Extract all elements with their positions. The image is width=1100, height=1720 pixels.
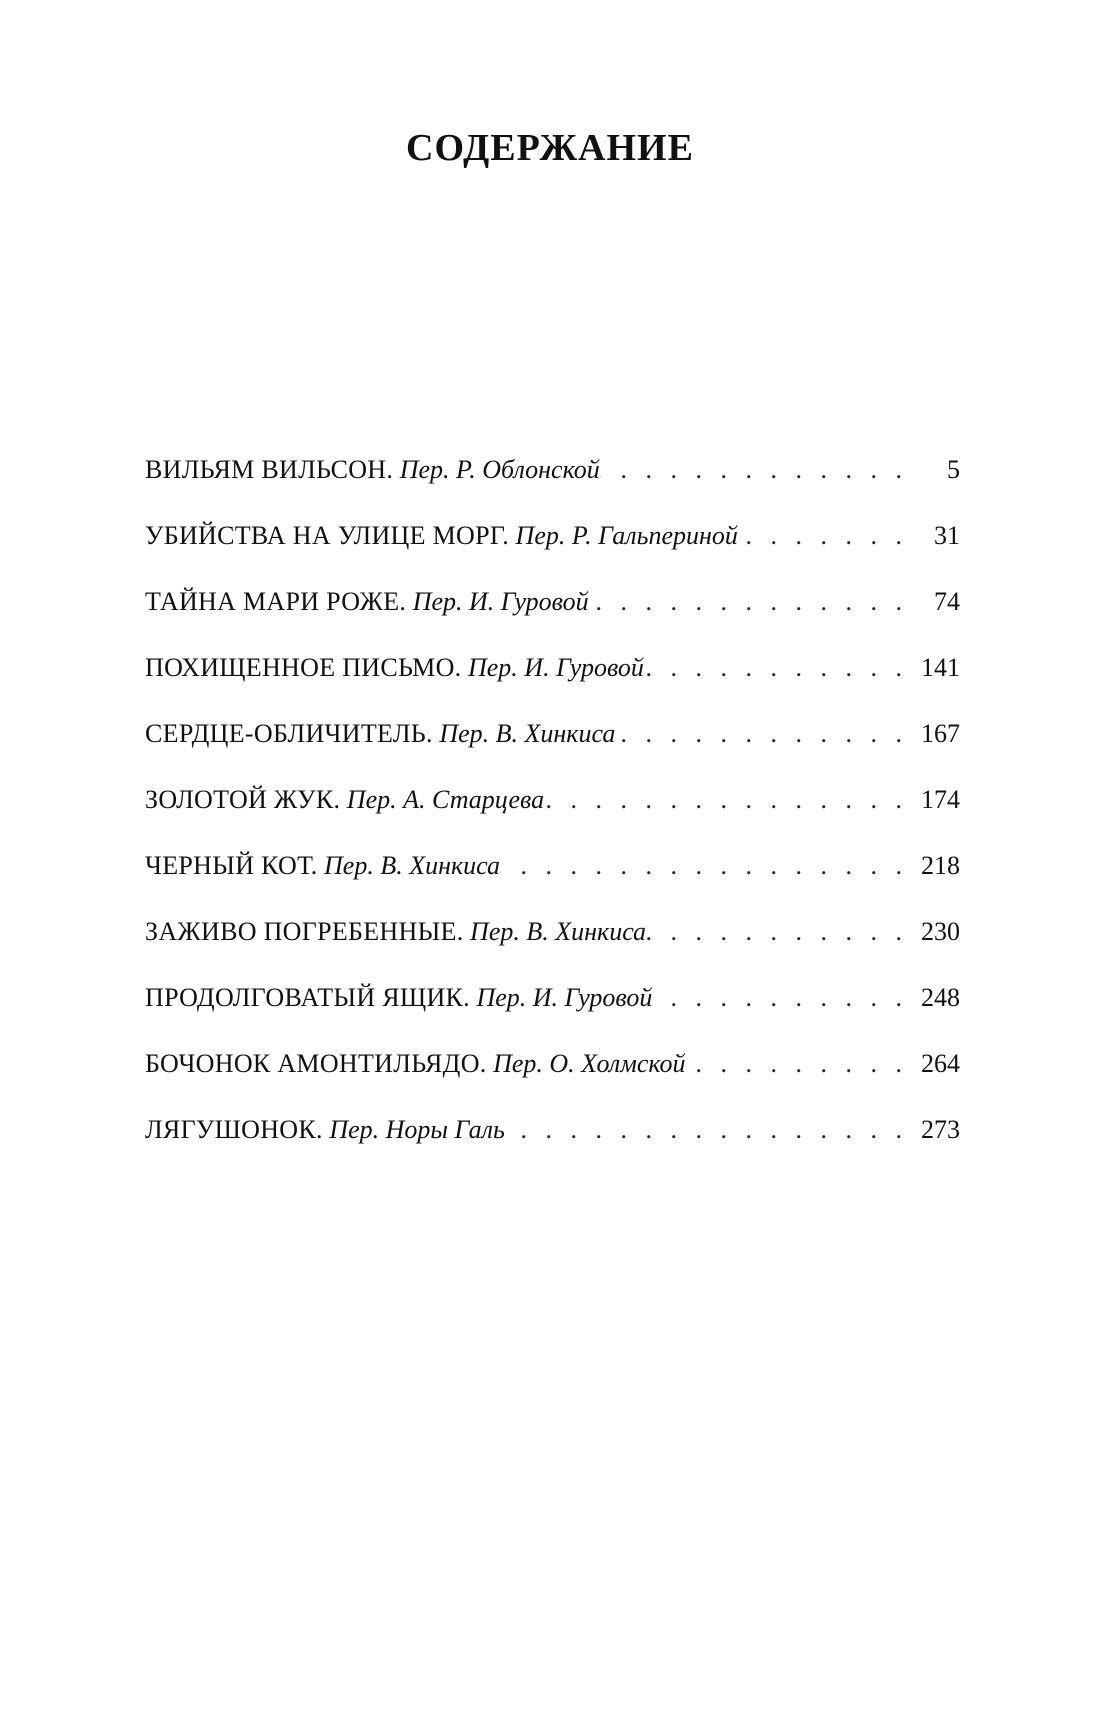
story-title: ЗАЖИВО ПОГРЕБЕННЫЕ.: [145, 917, 464, 946]
page-number: 174: [921, 785, 960, 814]
page-number: 74: [934, 587, 960, 616]
page-number: 264: [921, 1049, 960, 1078]
page-number: 218: [921, 851, 960, 880]
dot-leader: [652, 965, 916, 1031]
dot-leader: [644, 635, 916, 701]
toc-entry: [145, 569, 960, 635]
page-number: 248: [921, 983, 960, 1012]
dot-leader: [600, 437, 916, 503]
story-title: ЗОЛОТОЙ ЖУК.: [145, 785, 341, 814]
dot-leader: [544, 767, 916, 833]
toc-entry: [145, 635, 960, 701]
story-title: ПРОДОЛГОВАТЫЙ ЯЩИК.: [145, 983, 470, 1012]
story-title: ТАЙНА МАРИ РОЖЕ.: [145, 587, 407, 616]
story-title: СЕРДЦЕ-ОБЛИЧИТЕЛЬ.: [145, 719, 433, 748]
toc-entry: [145, 503, 960, 569]
dot-leader: [505, 1097, 916, 1163]
translator-credit: Пер. Р. Гальпериной: [515, 521, 738, 550]
table-of-contents: [145, 437, 960, 1163]
dot-leader: [615, 701, 916, 767]
story-title: ПОХИЩЕННОЕ ПИСЬМО.: [145, 653, 462, 682]
translator-credit: Пер. В. Хинкиса: [324, 851, 501, 880]
translator-credit: Пер. И. Гуровой: [412, 587, 589, 616]
translator-credit: Пер. Р. Облонской: [399, 455, 600, 484]
toc-entry: [145, 437, 960, 503]
page-number: 167: [921, 719, 960, 748]
story-title: ВИЛЬЯМ ВИЛЬСОН.: [145, 455, 394, 484]
story-title: ЧЕРНЫЙ КОТ.: [145, 851, 318, 880]
page-number: 230: [921, 917, 960, 946]
toc-entry: [145, 833, 960, 899]
toc-entry: [145, 701, 960, 767]
translator-credit: Пер. А. Старцева: [346, 785, 545, 814]
story-title: УБИЙСТВА НА УЛИЦЕ МОРГ.: [145, 521, 510, 550]
story-title: ЛЯГУШОНОК.: [145, 1115, 323, 1144]
page-number: 141: [921, 653, 960, 682]
page-number: 273: [921, 1115, 960, 1144]
translator-credit: Пер. И. Гуровой: [467, 653, 644, 682]
translator-credit: Пер. Норы Галь: [329, 1115, 505, 1144]
toc-entry: [145, 1097, 960, 1163]
translator-credit: Пер. В. Хинкиса: [470, 917, 647, 946]
dot-leader: [738, 503, 916, 569]
toc-entry: [145, 767, 960, 833]
page-number: 5: [947, 455, 960, 484]
story-title: БОЧОНОК АМОНТИЛЬЯДО.: [145, 1049, 487, 1078]
translator-credit: Пер. И. Гуровой: [476, 983, 653, 1012]
toc-entry: [145, 965, 960, 1031]
page-title: СОДЕРЖАНИЕ: [406, 127, 694, 169]
toc-entry: [145, 1031, 960, 1097]
dot-leader: [589, 569, 916, 635]
page-number: 31: [934, 521, 960, 550]
translator-credit: Пер. В. Хинкиса: [439, 719, 616, 748]
dot-leader: [686, 1031, 916, 1097]
toc-entry: [145, 899, 960, 965]
dot-leader: [500, 833, 916, 899]
translator-credit: Пер. О. Холмской: [493, 1049, 686, 1078]
dot-leader: [646, 899, 916, 965]
